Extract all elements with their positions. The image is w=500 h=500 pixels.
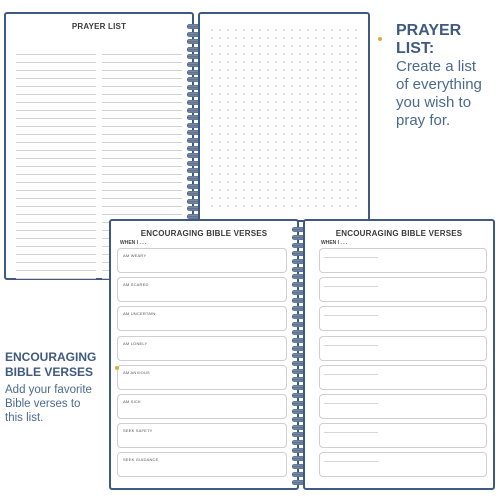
verse-row-label: SEEK GUIDANCE bbox=[123, 457, 159, 463]
ruled-line bbox=[102, 182, 182, 183]
ruled-line bbox=[16, 126, 96, 127]
ruled-line bbox=[16, 134, 96, 135]
verse-entry-row[interactable] bbox=[319, 423, 487, 448]
verse-row-label-line bbox=[324, 257, 378, 258]
ruled-line bbox=[102, 70, 182, 71]
bible-verses-page-right bbox=[303, 219, 495, 490]
ruled-line bbox=[16, 270, 96, 271]
verse-entry-row[interactable] bbox=[117, 336, 287, 361]
ruled-line bbox=[16, 262, 96, 263]
verse-entry-row[interactable] bbox=[117, 365, 287, 390]
ruled-line bbox=[102, 198, 182, 199]
ruled-line bbox=[16, 102, 96, 103]
ruled-line bbox=[102, 214, 182, 215]
ruled-line bbox=[102, 190, 182, 191]
ruled-line bbox=[16, 150, 96, 151]
callout-prayer-title-line2: LIST: bbox=[396, 40, 435, 57]
ruled-line bbox=[16, 206, 96, 207]
ruled-line bbox=[102, 94, 182, 95]
page-title: ENCOURAGING BIBLE VERSES bbox=[140, 229, 268, 238]
callout-body-line: of everything bbox=[396, 76, 482, 93]
verse-entry-row[interactable] bbox=[319, 365, 487, 390]
callout-body-line: you wish to bbox=[396, 94, 472, 111]
verse-row-label-line bbox=[324, 461, 378, 462]
verse-entry-row[interactable] bbox=[117, 423, 287, 448]
callout-body-line: Create a list bbox=[396, 58, 477, 75]
callout-body-line: this list. bbox=[5, 411, 44, 424]
verse-entry-row[interactable] bbox=[319, 394, 487, 419]
ruled-line bbox=[16, 214, 96, 215]
ruled-line bbox=[102, 62, 182, 63]
ruled-line bbox=[16, 94, 96, 95]
callout-prayer-body bbox=[396, 58, 482, 130]
ruled-line bbox=[16, 78, 96, 79]
callout-marker-prayer bbox=[378, 37, 382, 41]
verse-row-label-line bbox=[324, 315, 378, 316]
ruled-line bbox=[102, 174, 182, 175]
ruled-line bbox=[102, 158, 182, 159]
ruled-line bbox=[102, 118, 182, 119]
ruled-line bbox=[16, 158, 96, 159]
verse-entry-row[interactable] bbox=[117, 394, 287, 419]
ruled-line bbox=[102, 54, 182, 55]
callout-marker-verses bbox=[115, 366, 119, 370]
ruled-line bbox=[16, 222, 96, 223]
ruled-line bbox=[16, 230, 96, 231]
dot-grid bbox=[208, 26, 360, 210]
verse-row-label: AM UNCERTAIN bbox=[123, 311, 156, 317]
verse-entry-row[interactable] bbox=[319, 336, 487, 361]
verse-entry-row[interactable] bbox=[117, 248, 287, 273]
verse-entry-row[interactable] bbox=[319, 277, 487, 302]
verse-row-label: AM LONELY bbox=[123, 340, 148, 346]
ruled-line bbox=[16, 54, 96, 55]
ruled-line bbox=[16, 182, 96, 183]
verse-entry-row[interactable] bbox=[319, 452, 487, 477]
ruled-line bbox=[16, 86, 96, 87]
verse-row-label: AM ANXIOUS bbox=[123, 369, 150, 375]
when-label: WHEN I . . . bbox=[120, 240, 147, 246]
callout-verses-title-line1: ENCOURAGING bbox=[5, 350, 97, 364]
ruled-line bbox=[102, 110, 182, 111]
ruled-line bbox=[16, 174, 96, 175]
verse-row-label: AM SCARED bbox=[123, 282, 149, 288]
verse-row-label: SEEK SAFETY bbox=[123, 428, 153, 434]
callout-prayer-title-line1: PRAYER bbox=[396, 22, 462, 39]
verse-entry-row[interactable] bbox=[319, 306, 487, 331]
ruled-line bbox=[102, 150, 182, 151]
when-label: WHEN I . . . bbox=[321, 240, 348, 246]
verse-row-label-line bbox=[324, 403, 378, 404]
ruled-line bbox=[102, 126, 182, 127]
ruled-line bbox=[16, 142, 96, 143]
verse-entry-row[interactable] bbox=[117, 277, 287, 302]
callout-verses-body bbox=[5, 384, 92, 425]
ruled-line bbox=[16, 190, 96, 191]
page-title: PRAYER LIST bbox=[71, 22, 127, 31]
ruled-line bbox=[102, 206, 182, 207]
verse-row-label: AM SICK bbox=[123, 399, 141, 404]
ruled-line bbox=[102, 78, 182, 79]
prayer-lines-left-column bbox=[16, 54, 96, 290]
verse-row-label-line bbox=[324, 286, 378, 287]
ruled-line bbox=[16, 198, 96, 199]
ruled-line bbox=[102, 166, 182, 167]
ruled-line bbox=[102, 142, 182, 143]
verse-entry-row[interactable] bbox=[117, 452, 287, 477]
callout-body-line: pray for. bbox=[396, 112, 451, 129]
ruled-line bbox=[16, 238, 96, 239]
ruled-line bbox=[16, 118, 96, 119]
ruled-line bbox=[16, 278, 96, 279]
verse-entry-row[interactable] bbox=[319, 248, 487, 273]
verse-entry-row[interactable] bbox=[117, 306, 287, 331]
ruled-line bbox=[102, 86, 182, 87]
ruled-line bbox=[16, 254, 96, 255]
ruled-line bbox=[102, 134, 182, 135]
callout-body-line: Bible verses to bbox=[5, 397, 81, 410]
ruled-line bbox=[16, 166, 96, 167]
verse-row-label: AM WEARY bbox=[123, 253, 147, 258]
ruled-line bbox=[16, 70, 96, 71]
ruled-line bbox=[102, 102, 182, 103]
ruled-line bbox=[16, 110, 96, 111]
callout-body-line: Add your favorite bbox=[5, 384, 92, 396]
verse-row-label-line bbox=[324, 374, 378, 375]
ruled-line bbox=[16, 246, 96, 247]
page-title: ENCOURAGING BIBLE VERSES bbox=[335, 229, 463, 238]
verse-row-label-line bbox=[324, 345, 378, 346]
bible-verses-page-left bbox=[109, 219, 299, 490]
dot-grid-page bbox=[198, 12, 370, 222]
callout-verses-title-line2: BIBLE VERSES bbox=[5, 365, 94, 379]
verse-row-label-line bbox=[324, 432, 378, 433]
ruled-line bbox=[16, 62, 96, 63]
